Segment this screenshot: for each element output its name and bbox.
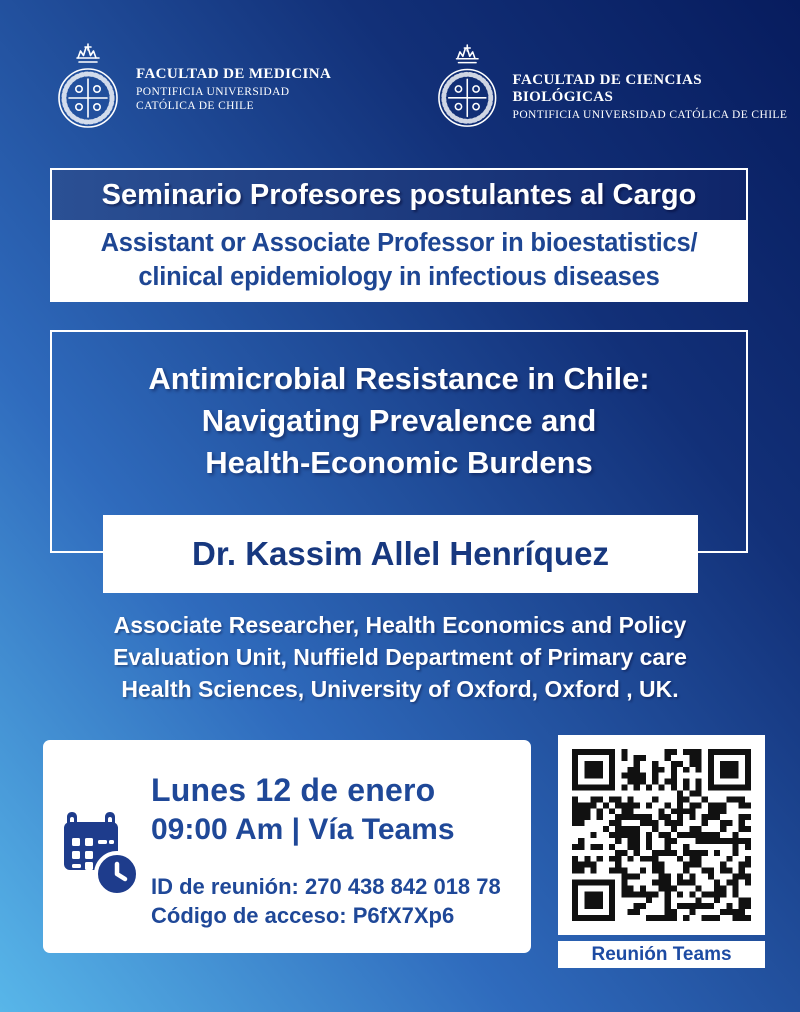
event-time: 09:00 Am | Vía Teams bbox=[151, 813, 455, 846]
seminar-title-band: Seminario Profesores postulantes al Cargo bbox=[52, 170, 746, 220]
biologia-logo-text bbox=[513, 72, 800, 138]
affiliation-line: Health Sciences, University of Oxford, Oxford , UK. bbox=[121, 676, 679, 702]
access-code: Código de acceso: P6fX7Xp6 bbox=[151, 903, 455, 928]
university-name-line: PONTIFICIA UNIVERSIDAD bbox=[136, 86, 290, 98]
university-name-line: PONTIFICIA UNIVERSIDAD CATÓLICA DE CHILE bbox=[512, 109, 788, 121]
qr-label: Reunión Teams bbox=[591, 944, 732, 965]
talk-title-line: Antimicrobial Resistance in Chile: bbox=[148, 361, 650, 396]
talk-title bbox=[52, 332, 746, 484]
meeting-id: ID de reunión: 270 438 842 018 78 bbox=[151, 874, 501, 899]
qr-card bbox=[558, 735, 765, 935]
qr-code bbox=[572, 749, 751, 921]
qr-label-box bbox=[558, 941, 765, 968]
faculty-name: FACULTAD DE CIENCIAS BIOLÓGICAS bbox=[512, 72, 702, 105]
uc-crest-icon bbox=[436, 42, 499, 138]
speaker-name-box bbox=[103, 515, 698, 593]
affiliation-line: Evaluation Unit, Nuffield Department of Primary care bbox=[113, 644, 687, 670]
event-date: Lunes 12 de enero bbox=[151, 772, 436, 808]
event-text-block bbox=[151, 772, 501, 930]
faculty-name: FACULTAD DE MEDICINA bbox=[136, 66, 332, 82]
seminar-subtitle bbox=[52, 220, 746, 294]
seminar-subtitle-line: Assistant or Associate Professor in bioestatistics/ bbox=[100, 229, 698, 257]
speaker-affiliation bbox=[50, 609, 750, 705]
seminar-box bbox=[50, 168, 748, 302]
speaker-name: Dr. Kassim Allel Henríquez bbox=[192, 535, 609, 572]
talk-title-line: Health-Economic Burdens bbox=[205, 445, 593, 480]
uc-crest-icon bbox=[56, 42, 120, 138]
event-details-card bbox=[43, 740, 531, 953]
medicina-logo-text bbox=[136, 66, 331, 138]
calendar-clock-icon bbox=[60, 810, 142, 902]
affiliation-line: Associate Researcher, Health Economics and Policy bbox=[113, 612, 687, 638]
seminar-subtitle-line: clinical epidemiology in infectious diseases bbox=[138, 263, 660, 291]
medicina-logo bbox=[56, 42, 331, 138]
talk-title-line: Navigating Prevalence and bbox=[201, 403, 597, 438]
biologia-logo bbox=[436, 42, 800, 138]
university-name-line: CATÓLICA DE CHILE bbox=[136, 100, 254, 112]
